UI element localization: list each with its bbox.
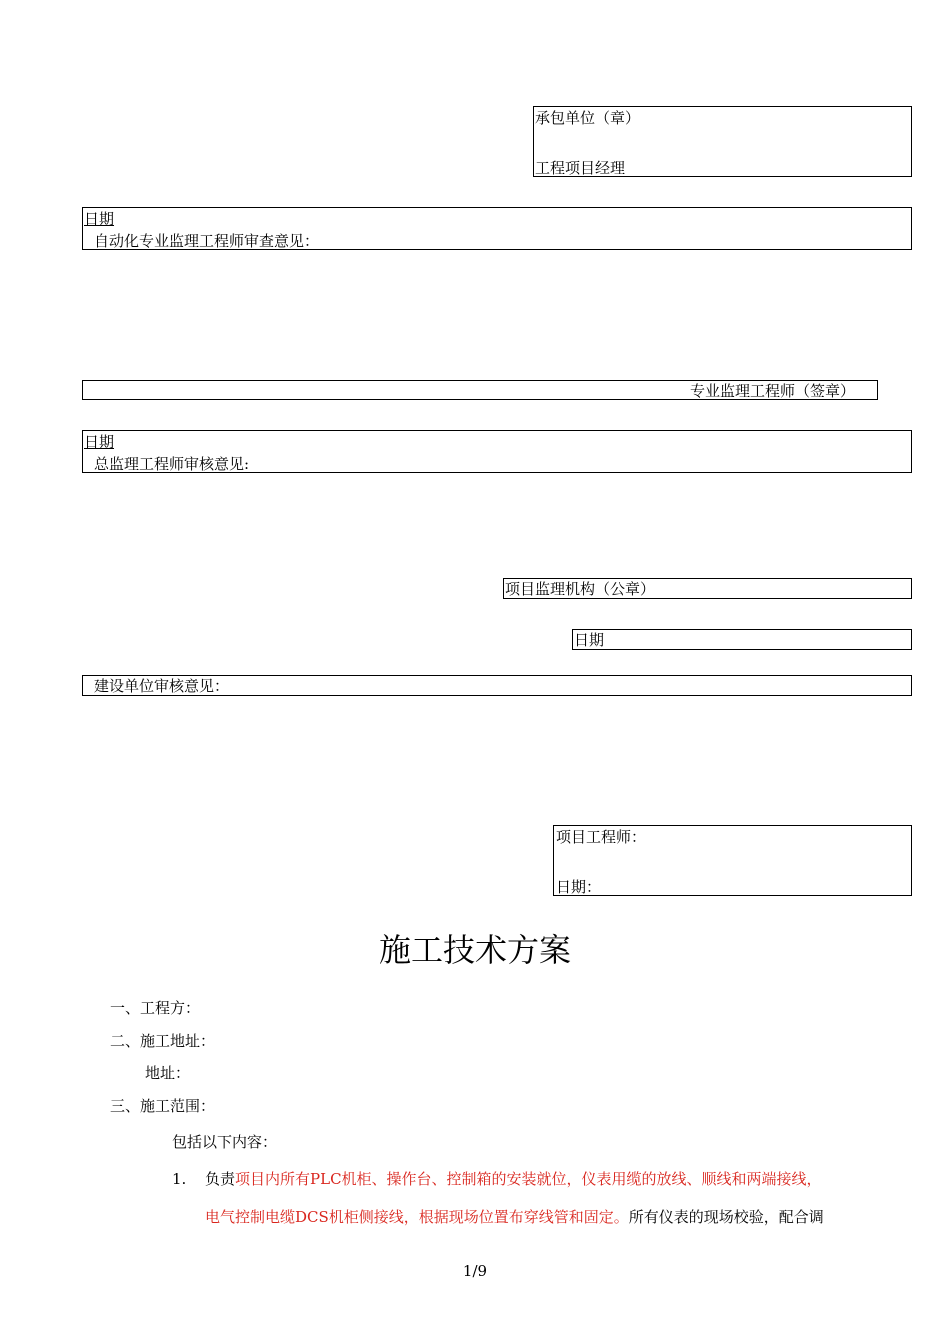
- item-scope: 三、施工范围：: [110, 1097, 216, 1115]
- point-1-red-text-2: 电气控制电缆DCS机柜侧接线，根据现场位置布穿线管和固定。: [205, 1208, 629, 1226]
- chief-opinion-label: 总监理工程师审核意见:: [94, 455, 250, 473]
- date-label-2: 日期: [84, 433, 115, 451]
- point-1-red-text-1: 项目内所有PLC机柜、操作台、控制箱的安装就位，仪表用缆的放线、顺线和两端接线，: [235, 1170, 822, 1188]
- page-title: 施工技术方案: [378, 931, 571, 969]
- date-box-3: [572, 629, 912, 650]
- engineer-date-label: 日期：: [556, 878, 602, 896]
- date-label-3: 日期: [574, 631, 605, 649]
- automation-opinion-label: 自动化专业监理工程师审查意见：: [94, 232, 320, 250]
- supervision-org-label: 项目监理机构（公章）: [505, 580, 656, 598]
- owner-opinion-label: 建设单位审核意见：: [94, 677, 230, 695]
- item-site-address: 二、施工地址：: [110, 1032, 216, 1050]
- date-label-1: 日期: [84, 210, 115, 228]
- point-1-number: 1.: [172, 1170, 187, 1188]
- specialist-sign-label: 专业监理工程师（签章）: [690, 382, 856, 400]
- page-number: 1/9: [462, 1262, 488, 1280]
- point-1-line1: [205, 1169, 822, 1189]
- contractor-seal-label: 承包单位（章）: [535, 109, 641, 127]
- item-contractor: 一、工程方：: [110, 999, 201, 1017]
- project-manager-label: 工程项目经理: [535, 159, 626, 177]
- point-1-prefix: 负责: [205, 1170, 236, 1188]
- point-1-tail: 所有仪表的现场校验，配合调: [628, 1208, 824, 1226]
- point-1-line2: [205, 1207, 824, 1227]
- project-engineer-label: 项目工程师：: [556, 828, 647, 846]
- item-address: 地址：: [145, 1064, 191, 1082]
- include-label: 包括以下内容：: [172, 1133, 278, 1151]
